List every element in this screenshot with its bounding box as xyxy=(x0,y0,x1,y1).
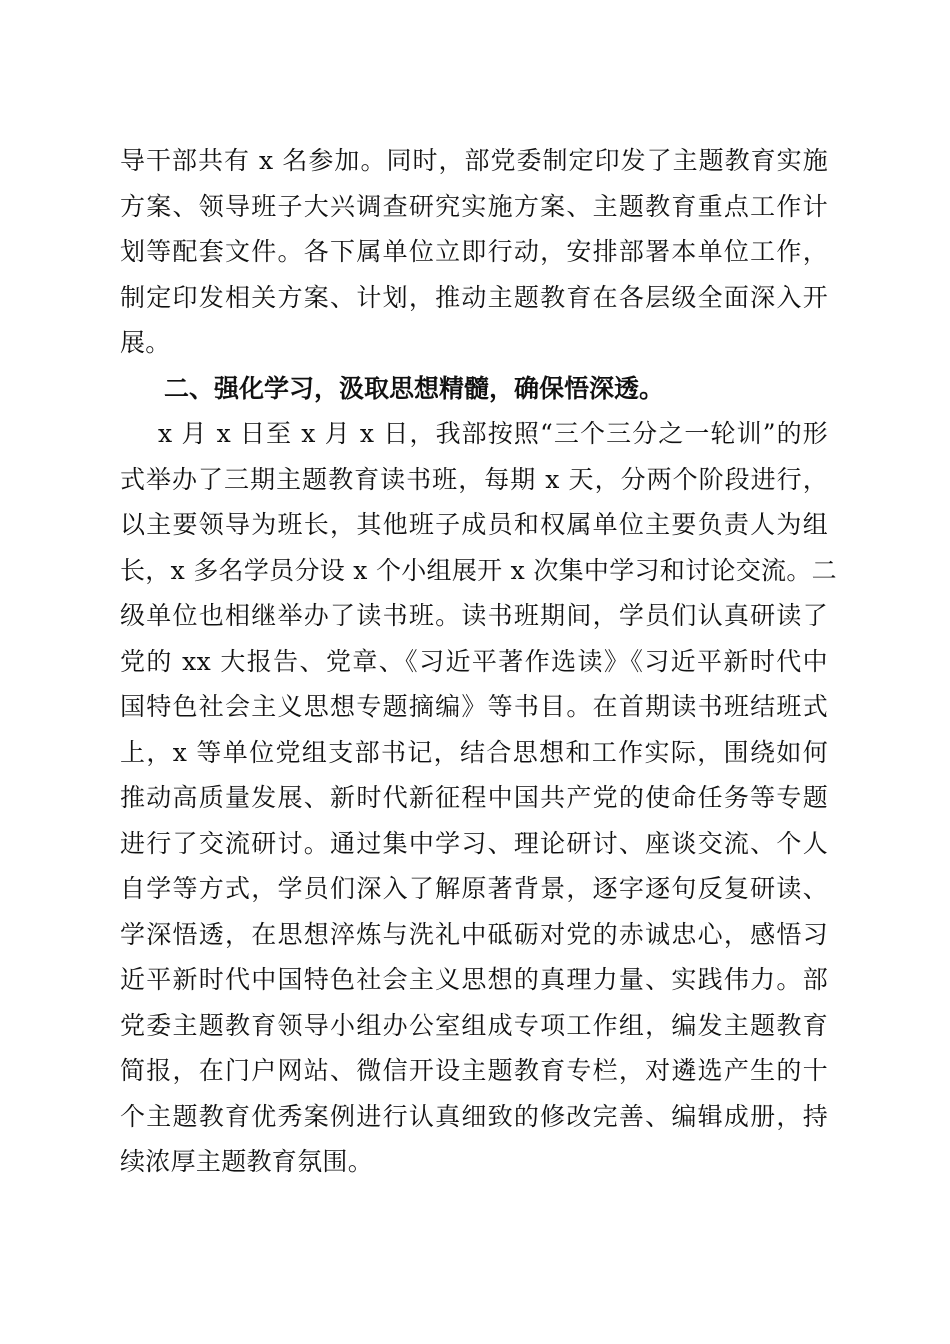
document-page xyxy=(120,138,837,1185)
text-line: 推动高质量发展、新时代新征程中国共产党的使命任务等专题 xyxy=(120,783,828,812)
text-line: 进行了交流研讨。通过集中学习、理论研讨、座谈交流、个人 xyxy=(120,828,828,858)
section-heading: 二、强化学习，汲取思想精髓，确保悟深透。 xyxy=(164,373,665,403)
text-line: 方案、领导班子大兴调查研究实施方案、主题教育重点工作计 xyxy=(120,191,828,221)
text-line: 学深悟透，在思想淬炼与洗礼中砥砺对党的赤诚忠心，感悟习 xyxy=(120,919,828,949)
text-line: 党的 xx 大报告、党章、《习近平著作选读》《习近平新时代中 xyxy=(120,646,828,676)
text-line: 导干部共有 x 名参加。同时，部党委制定印发了主题教育实施 xyxy=(120,146,828,175)
text-line: 近平新时代中国特色社会主义思想的真理力量、实践伟力。部 xyxy=(120,965,828,994)
text-line: 长，x 多名学员分设 x 个小组展开 x 次集中学习和讨论交流。二 xyxy=(120,555,837,585)
text-line: 以主要领导为班长，其他班子成员和权属单位主要负责人为组 xyxy=(120,510,828,539)
paragraph-study xyxy=(120,411,837,1185)
text-line: 续浓厚主题教育氛围。 xyxy=(120,1147,374,1176)
text-line: x 月 x 日至 x 月 x 日，我部按照“三个三分之一轮训”的形 xyxy=(158,419,828,448)
text-line: 式举办了三期主题教育读书班，每期 x 天，分两个阶段进行， xyxy=(120,464,828,494)
text-line: 展。 xyxy=(120,328,171,357)
text-line: 级单位也相继举办了读书班。读书班期间，学员们认真研读了 xyxy=(120,601,828,630)
paragraph-continued xyxy=(120,138,828,366)
text-line: 划等配套文件。各下属单位立即行动，安排部署本单位工作， xyxy=(120,237,828,266)
text-line: 党委主题教育领导小组办公室组成专项工作组，编发主题教育 xyxy=(120,1010,828,1040)
text-line: 上，x 等单位党组支部书记，结合思想和工作实际，围绕如何 xyxy=(120,737,828,767)
text-line: 简报，在门户网站、微信开设主题教育专栏，对遴选产生的十 xyxy=(120,1056,828,1085)
text-line: 个主题教育优秀案例进行认真细致的修改完善、编辑成册，持 xyxy=(120,1101,828,1131)
text-line: 制定印发相关方案、计划，推动主题教育在各层级全面深入开 xyxy=(120,282,828,312)
text-line: 国特色社会主义思想专题摘编》等书目。在首期读书班结班式 xyxy=(120,692,828,721)
text-line: 自学等方式，学员们深入了解原著背景，逐字逐句反复研读、 xyxy=(120,874,828,903)
